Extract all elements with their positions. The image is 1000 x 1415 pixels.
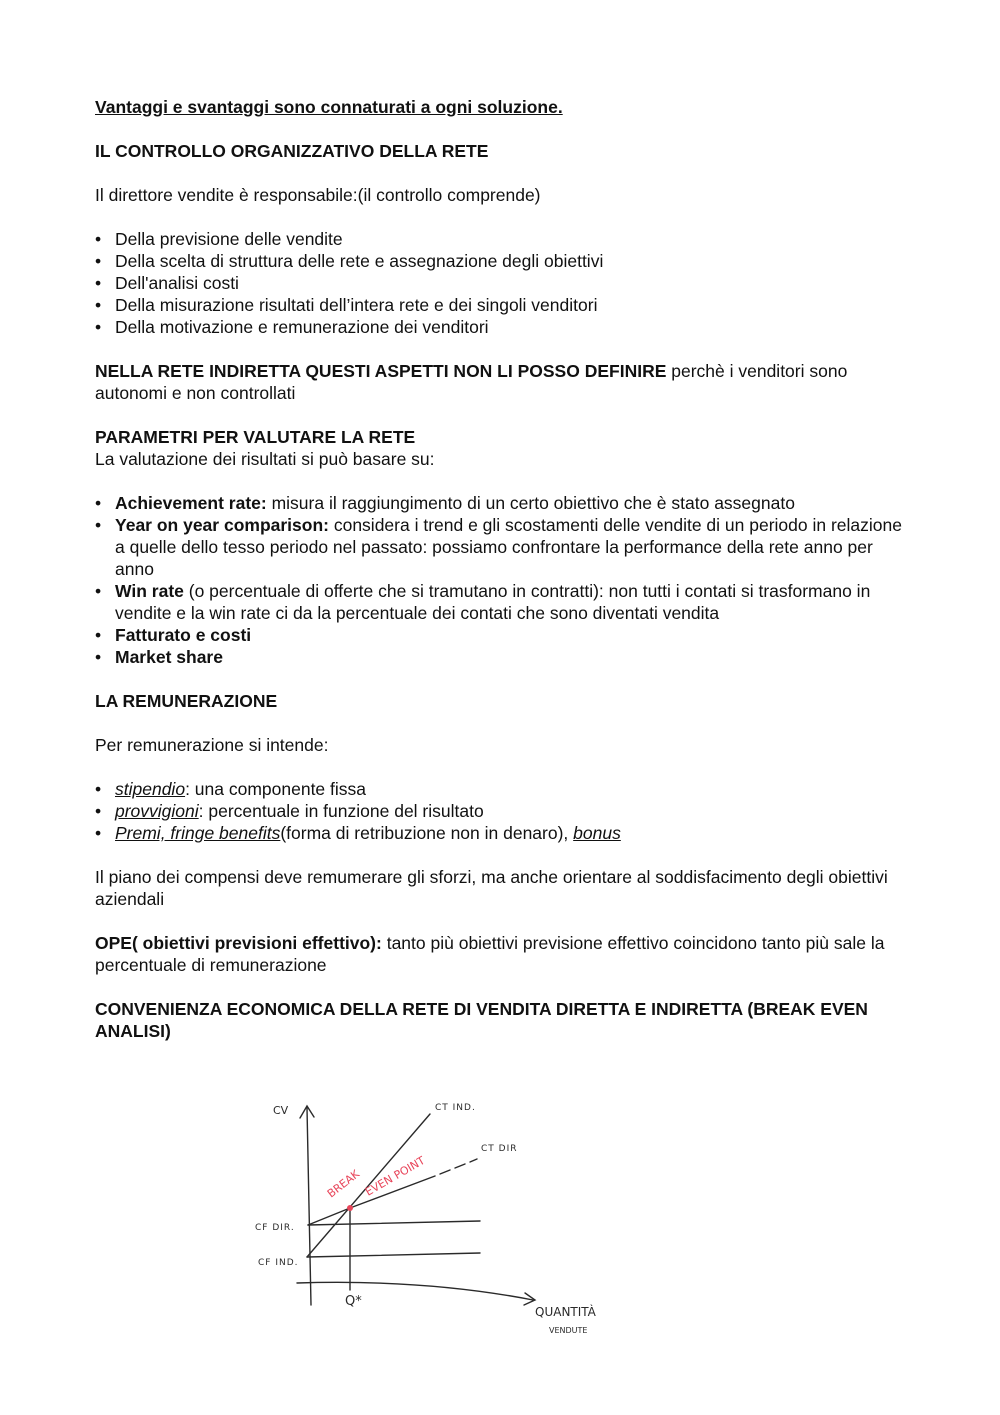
section-heading-remunerazione: LA REMUNERAZIONE: [95, 691, 278, 711]
controllo-note-bold: NELLA RETE INDIRETTA QUESTI ASPETTI NON LI POSSO DEFINIRE: [95, 361, 667, 381]
even-point-label: EVEN POINT: [363, 1154, 428, 1199]
item-term: Achievement rate:: [115, 493, 267, 513]
list-item: • Della motivazione e remunerazione dei venditori: [95, 316, 905, 338]
list-item: [95, 778, 905, 800]
remunerazione-lead: Per remunerazione si intende:: [95, 735, 329, 755]
x-axis-label-2: VENDUTE: [549, 1326, 588, 1335]
document-page: [95, 96, 905, 1042]
y-axis-label: CV: [273, 1104, 289, 1117]
list-item: [95, 624, 905, 646]
list-item: [95, 514, 905, 580]
cf-ind-line: [307, 1253, 480, 1257]
list-item: [95, 646, 905, 668]
piano-compensi: Il piano dei compensi deve remumerare gli sforzi, ma anche orientare al soddisfacimento degli obiettivi aziendali: [95, 867, 888, 909]
controllo-note-rest: perchè i venditori sono autonomi e non controllati: [95, 361, 848, 403]
section-heading-controllo: IL CONTROLLO ORGANIZZATIVO DELLA RETE: [95, 141, 489, 161]
item-text: : percentuale in funzione del risultato: [198, 801, 484, 821]
list-item: [95, 800, 905, 822]
x-axis: [297, 1282, 533, 1300]
ope-term: OPE( obiettivi previsioni effettivo):: [95, 933, 382, 953]
parametri-lead: La valutazione dei risultati si può basare su:: [95, 449, 435, 469]
item-term: Win rate: [115, 581, 184, 601]
parametri-list: [95, 492, 905, 668]
ope-text: tanto più obiettivi previsione effettivo coincidono tanto più sale la percentuale di remunerazione: [95, 933, 885, 975]
break-label: BREAK: [324, 1167, 362, 1201]
list-item: • Della scelta di struttura delle rete e assegnazione degli obiettivi: [95, 250, 905, 272]
list-item: [95, 822, 905, 844]
item-term-bonus: bonus: [573, 823, 621, 843]
item-term: Fatturato e costi: [115, 625, 252, 645]
break-even-sketch: [245, 1090, 615, 1350]
list-item: • Della previsione delle vendite: [95, 228, 905, 250]
q-star-label: Q*: [345, 1294, 362, 1309]
list-item: [95, 580, 905, 624]
section-heading-parametri: PARAMETRI PER VALUTARE LA RETE: [95, 427, 416, 447]
item-text: misura il raggiungimento di un certo obiettivo che è stato assegnato: [266, 493, 795, 513]
item-term: provvigioni: [115, 801, 199, 821]
list-item: • Dell'analisi costi: [95, 272, 905, 294]
ct-dir-dashes: [440, 1159, 477, 1174]
ct-ind-label: CT IND.: [435, 1103, 476, 1113]
ct-dir-label: CT DIR: [481, 1144, 518, 1154]
item-term: Year on year comparison:: [115, 515, 329, 535]
item-term: Market share: [115, 647, 223, 667]
intro-sentence: Vantaggi e svantaggi sono connaturati a ogni soluzione.: [95, 97, 563, 117]
cf-dir-label: CF DIR.: [255, 1223, 295, 1233]
break-even-point: [347, 1205, 353, 1211]
item-text: : una componente fissa: [185, 779, 367, 799]
x-axis-label: QUANTITÀ: [535, 1305, 596, 1319]
controllo-list: [95, 228, 905, 338]
cf-dir-line: [308, 1221, 480, 1225]
remunerazione-list: [95, 778, 905, 844]
item-text: considera i trend e gli scostamenti delle vendite di un periodo in relazione a quelle dello tesso periodo nel passato: possiamo confrontare la performance della rete anno per anno: [115, 515, 902, 579]
list-item: • Della misurazione risultati dell’intera rete e dei singoli venditori: [95, 294, 905, 316]
item-text: (o percentuale di offerte che si tramutano in contratti): non tutti i contati si trasformano in vendite e la win rate ci da la percentuale dei contati che sono diventati vendita: [115, 581, 871, 623]
section-heading-convenienza: CONVENIENZA ECONOMICA DELLA RETE DI VENDITA DIRETTA E INDIRETTA (BREAK EVEN ANALISI): [95, 999, 868, 1041]
item-text: (forma di retribuzione non in denaro),: [280, 823, 574, 843]
cf-ind-label: CF IND.: [258, 1258, 299, 1268]
y-axis: [307, 1108, 311, 1305]
item-term: stipendio: [115, 779, 186, 799]
item-term: Premi, fringe benefits: [115, 823, 281, 843]
controllo-lead: Il direttore vendite è responsabile:(il controllo comprende): [95, 185, 541, 205]
ope-paragraph: [95, 932, 905, 976]
controllo-note: [95, 360, 905, 404]
list-item: [95, 492, 905, 514]
